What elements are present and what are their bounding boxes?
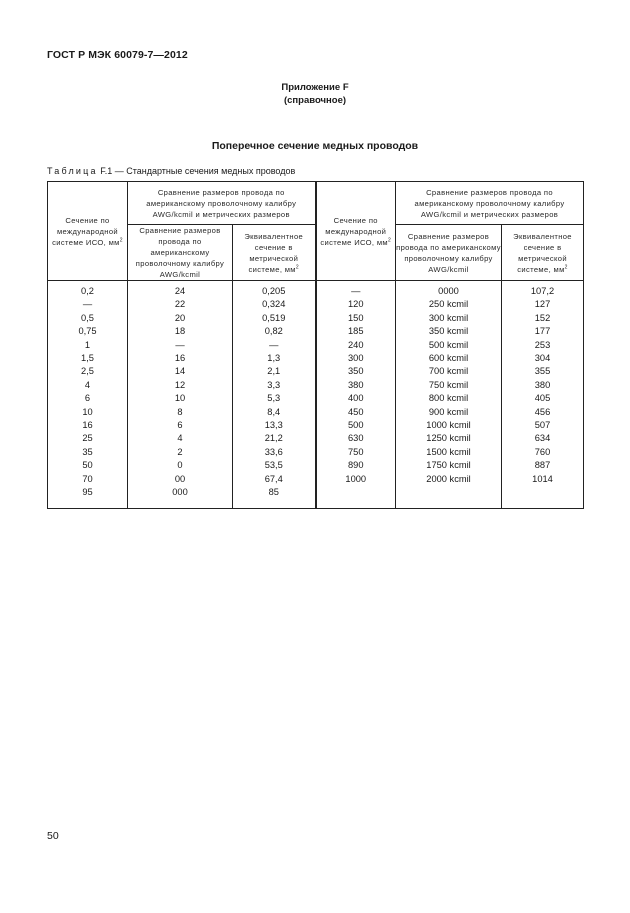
table-cell: 95 [82,487,93,498]
header-iso-left: Сечение по международной системе ИСО, $мм^2$ [48,182,128,281]
table-cell: 304 [534,353,551,364]
table-cell: 0,205 [262,286,286,296]
table-cell: 507 [534,420,551,431]
table-cell: 1,3 [267,353,281,364]
table-cell: 21,2 [264,433,283,444]
table-cell: 70 [82,473,93,484]
table-cell: 2,5 [81,366,94,377]
table-cell: 20 [174,312,186,323]
table-cell: 6 [177,420,183,431]
table-cell: 0,519 [262,312,286,323]
table-cell: 50 [82,460,93,471]
table-cell: — [269,339,279,350]
table-cell: 10 [174,393,186,404]
table-cell: 24 [174,286,186,296]
table-cell: 4 [84,379,91,390]
column-iso-right [316,281,396,509]
table-cell: 0,324 [262,299,286,310]
table-cell: — [175,339,185,350]
copper-wire-table [47,181,584,509]
page-number: 50 [47,830,59,842]
document-header: ГОСТ Р МЭК 60079-7—2012 [47,49,188,61]
table-cell: 890 [348,460,364,471]
table-caption-text: — Стандартные сечения медных проводов [114,166,296,176]
table-cell: — [351,286,361,296]
table-cell: 177 [534,326,551,337]
appendix-type: (справочное) [283,95,347,106]
table-cell: 107,2 [530,286,555,296]
table-cell: 185 [348,326,364,337]
table-cell: 500 kcmil [428,339,469,350]
table-cell: 22 [174,299,186,310]
table-cell: 750 [348,446,364,457]
table-cell: 456 [534,406,551,417]
table-cell: 800 kcmil [428,393,469,404]
header-iso-right: Сечение по международной системе ИСО, $мм^2$ [316,182,396,281]
table-cell: 0,75 [78,326,97,337]
table-cell: 500 [348,420,364,431]
table-cell: 18 [174,326,186,337]
table-cell: 6 [84,393,91,404]
table-cell: 887 [534,460,551,471]
table-cell: 1014 [532,473,553,484]
table-cell: 250 kcmil [428,299,469,310]
table-cell: 350 kcmil [428,326,469,337]
table-cell: 00 [174,473,186,484]
column-awg-left [128,281,233,509]
table-cell: 127 [534,299,551,310]
table-cell: 13,3 [264,420,283,431]
header-awg-left: Сравнение размеров провода по американскому проволочному калибру AWG/kcmil [128,225,233,281]
table-cell: 150 [348,312,364,323]
table-cell: 000 [172,487,188,498]
table-cell: 350 [348,366,364,377]
header-awg-group-right: Сравнение размеров провода по американскому проволочному калибру AWG/kcmil и метрических размеров [396,182,584,225]
table-cell: 600 kcmil [428,353,469,364]
table-cell: 0,82 [264,326,283,337]
table-cell: 0,2 [81,286,94,296]
table-cell: 1500 kcmil [426,446,471,457]
table-cell: 0,5 [81,312,94,323]
table-cell: 1250 kcmil [426,433,471,444]
table-cell: 33,6 [264,446,283,457]
table-cell: 8,4 [267,406,281,417]
column-metric-left [233,281,316,509]
column-iso-left [48,281,128,509]
table-cell: 760 [534,446,551,457]
table-cell: 450 [348,406,364,417]
table-cell: 53,5 [264,460,283,471]
table-cell: 750 kcmil [428,379,469,390]
column-metric-right [502,281,584,509]
table-cell: 10 [82,406,93,417]
appendix-title: Приложение F [281,82,349,93]
table-caption-number: F.1 [100,166,113,176]
table-cell: 1750 kcmil [426,460,471,471]
table-cell: 240 [348,339,364,350]
table-cell: 634 [534,433,551,444]
table-cell: 300 [348,353,364,364]
table-cell: 0 [177,460,183,471]
table-cell: 380 [348,379,364,390]
table-cell: 400 [348,393,364,404]
table-cell: 3,3 [267,379,281,390]
column-awg-right [396,281,502,509]
table-cell: 1000 kcmil [426,420,471,431]
table-cell: — [82,299,93,310]
table-cell: 25 [82,433,93,444]
table-cell: 35 [82,446,93,457]
table-cell: 4 [177,433,183,444]
table-cell: 0000 [438,286,459,296]
table-body [48,281,584,509]
section-title: Поперечное сечение медных проводов [211,140,419,152]
table-cell: 1 [84,339,91,350]
table-cell: 12 [174,379,186,390]
table-cell: 630 [348,433,364,444]
table-cell: 1000 [345,473,367,484]
table-caption [47,166,295,176]
table-cell: 300 kcmil [428,312,469,323]
table-cell: 2,1 [267,366,281,377]
table-cell: 120 [348,299,364,310]
table-cell: 5,3 [267,393,281,404]
table-cell: 900 kcmil [428,406,469,417]
table-cell: 2000 kcmil [426,473,471,484]
table-cell: 253 [534,339,551,350]
table-cell: 16 [174,353,186,364]
table-cell: 67,4 [264,473,283,484]
table-caption-prefix: Таблица [47,166,98,176]
table-cell: 85 [268,487,279,498]
header-metric-left: Эквивалентное сечение в метрической системе, $мм^2$ [233,225,316,281]
header-metric-right: Эквивалентное сечение в метрической системе, $мм^2$ [502,225,584,281]
table-cell: 8 [177,406,183,417]
table-cell: 380 [534,379,551,390]
header-awg-group-left: Сравнение размеров провода по американскому проволочному калибру AWG/kcmil и метрических размеров [128,182,316,225]
table-cell: 1,5 [81,353,94,364]
table-cell: 355 [534,366,551,377]
table-cell: 405 [534,393,551,404]
table-cell: 700 kcmil [428,366,469,377]
header-awg-right: Сравнение размеров провода по американскому проволочному калибру AWG/kcmil [396,225,502,281]
table-cell: 16 [82,420,93,431]
table-cell: 2 [177,446,183,457]
table-cell: 152 [534,312,551,323]
table-cell: 14 [174,366,186,377]
